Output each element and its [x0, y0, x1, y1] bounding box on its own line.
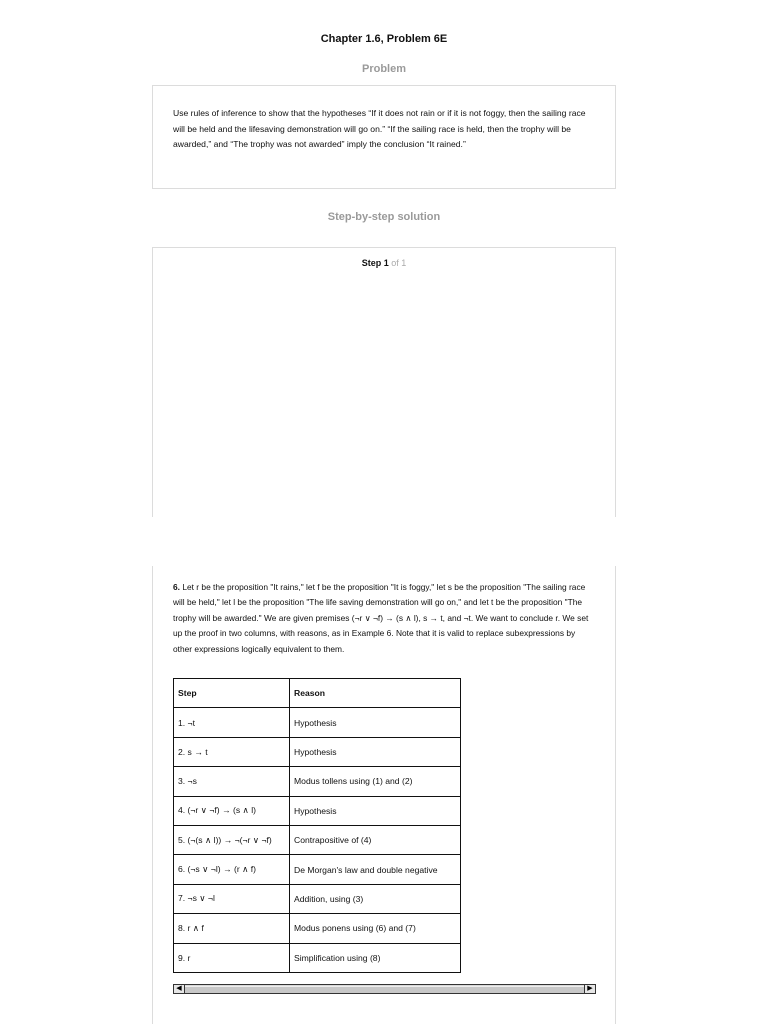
answer-body: Let r be the proposition "It rains," let f be the proposition "It is foggy," let s be the proposition "The sailing race will be held," let l be the proposition "The life saving demonstration will go on," and let t be the proposition "The trophy will be awarded." We are given premises (¬r ∨ ¬f) → (s ∧ l), s → t, and ¬t. We want to conclude r. We set up the proof in two columns, with reasons, as in Example 6. Note that it is valid to replace subexpressions by other expressions logically equivalent to them.: [173, 582, 589, 654]
step-of-label: of 1: [391, 258, 407, 268]
table-row: [174, 884, 461, 913]
horizontal-scrollbar[interactable]: [173, 984, 596, 994]
reason-cell: Hypothesis: [290, 737, 461, 766]
table-row: [174, 943, 461, 972]
step-cell: 3. ¬s: [174, 767, 290, 796]
step-indicator: [153, 258, 615, 268]
column-header-reason: Reason: [290, 679, 461, 708]
answer-text: [173, 580, 595, 657]
step-cell: 4. (¬r ∨ ¬f) → (s ∧ l): [174, 796, 290, 825]
reason-cell: Hypothesis: [290, 796, 461, 825]
table-row: [174, 737, 461, 766]
step-label: Step 1: [361, 258, 389, 268]
scrollbar-thumb[interactable]: [185, 986, 584, 993]
step-cell: 1. ¬t: [174, 708, 290, 737]
column-header-step: Step: [174, 679, 290, 708]
arrow-right-icon[interactable]: ▶: [584, 985, 595, 993]
proof-table: [173, 678, 461, 973]
reason-cell: Simplification using (8): [290, 943, 461, 972]
step-cell: 8. r ∧ f: [174, 914, 290, 943]
reason-cell: Addition, using (3): [290, 884, 461, 913]
table-row: [174, 855, 461, 884]
reason-cell: Hypothesis: [290, 708, 461, 737]
table-row: [174, 708, 461, 737]
table-row: [174, 825, 461, 854]
problem-text: Use rules of inference to show that the hypotheses “If it does not rain or if it is not foggy, then the sailing race will be held and the lifesaving demonstration will go on.” “If the sailing race is held, then the trophy will be awarded,” and “The trophy was not awarded” imply the conclusion “It rained.”: [173, 108, 586, 149]
step-box: [152, 247, 616, 517]
reason-cell: De Morgan's law and double negative: [290, 855, 461, 884]
problem-box: [152, 85, 616, 189]
page-title: Chapter 1.6, Problem 6E: [320, 33, 448, 45]
table-row: [174, 796, 461, 825]
step-cell: 9. r: [174, 943, 290, 972]
step-cell: 5. (¬(s ∧ l)) → ¬(¬r ∨ ¬f): [174, 825, 290, 854]
step-cell: 7. ¬s ∨ ¬l: [174, 884, 290, 913]
answer-number: 6.: [173, 582, 180, 592]
answer-box: [152, 566, 616, 1024]
reason-cell: Contrapositive of (4): [290, 825, 461, 854]
arrow-left-icon[interactable]: ◀: [174, 985, 185, 993]
step-cell: 6. (¬s ∨ ¬l) → (r ∧ f): [174, 855, 290, 884]
table-header-row: [174, 679, 461, 708]
reason-cell: Modus tollens using (1) and (2): [290, 767, 461, 796]
reason-cell: Modus ponens using (6) and (7): [290, 914, 461, 943]
step-cell: 2. s → t: [174, 737, 290, 766]
solution-heading: Step-by-step solution: [327, 211, 441, 223]
problem-heading: Problem: [361, 63, 406, 75]
table-row: [174, 767, 461, 796]
table-row: [174, 914, 461, 943]
